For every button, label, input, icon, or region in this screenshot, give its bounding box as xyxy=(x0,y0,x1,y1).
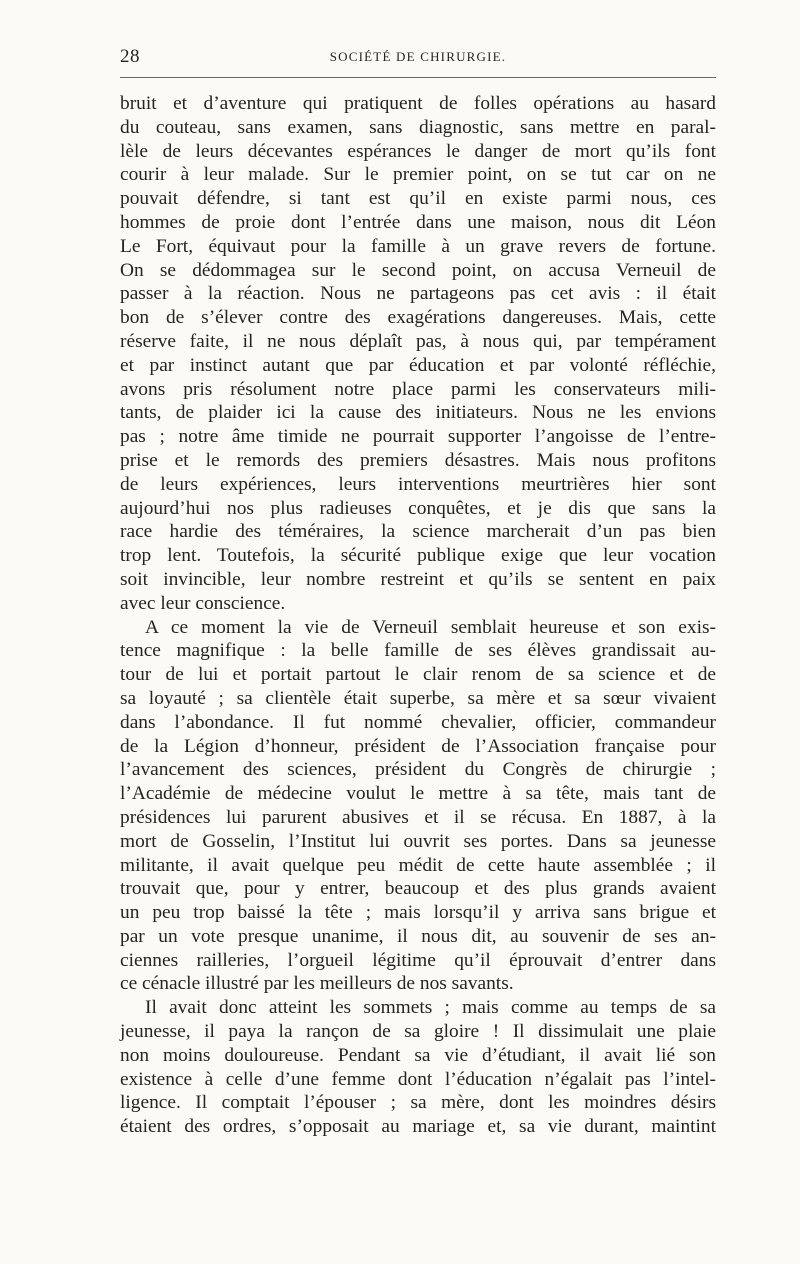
text-line: tence magnifique : la belle famille de ses élèves grandissait au- xyxy=(120,640,716,662)
page-number: 28 xyxy=(120,46,140,67)
text-line: jeunesse, il paya la rançon de sa gloire ! Il dissimulait une plaie xyxy=(120,1021,716,1043)
text-line: pas ; notre âme timide ne pourrait supporter l’angoisse de l’entre- xyxy=(120,426,716,448)
text-line: trop lent. Toutefois, la sécurité publique exige que leur vocation xyxy=(120,545,716,567)
text-line: mort de Gosselin, l’Institut lui ouvrit ses portes. Dans sa jeunesse xyxy=(120,830,716,852)
text-line: par un vote presque unanime, il nous dit, au souvenir de ses an- xyxy=(120,925,716,947)
text-line: lèle de leurs décevantes espérances le danger de mort qu’ils font xyxy=(120,140,716,162)
text-line: passer à la réaction. Nous ne partageons pas cet avis : il était xyxy=(120,283,716,305)
text-line: Il avait donc atteint les sommets ; mais comme au temps de sa xyxy=(145,997,716,1019)
text-line: ce cénacle illustré par les meilleurs de nos savants. xyxy=(120,973,514,995)
header-rule xyxy=(120,77,716,78)
text-line: prise et le remords des premiers désastres. Mais nous profitons xyxy=(120,449,716,471)
text-line: hommes de proie dont l’entrée dans une maison, nous dit Léon xyxy=(120,211,716,233)
text-line: non moins douloureuse. Pendant sa vie d’étudiant, il avait lié son xyxy=(120,1044,716,1066)
text-line: ciennes railleries, l’orgueil légitime qu’il éprouvait d’entrer dans xyxy=(120,949,716,971)
text-line: du couteau, sans examen, sans diagnostic, sans mettre en paral- xyxy=(120,116,716,138)
text-line: présidences lui parurent abusives et il se récusa. En 1887, à la xyxy=(120,806,716,828)
text-line: et par instinct autant que par éducation et par volonté réfléchie, xyxy=(120,354,716,376)
running-title: SOCIÉTÉ DE CHIRURGIE. xyxy=(329,49,507,64)
text-line: tour de lui et portait partout le clair renom de sa science et de xyxy=(120,664,716,686)
text-line: avons pris résolument notre place parmi les conservateurs mili- xyxy=(120,378,716,400)
text-line: trouvait que, pour y entrer, beaucoup et des plus grands avaient xyxy=(120,878,716,900)
text-line: bruit et d’aventure qui pratiquent de folles opérations au hasard xyxy=(120,93,716,114)
text-line: Le Fort, équivaut pour la famille à un grave revers de fortune. xyxy=(120,235,716,257)
paragraph xyxy=(120,996,716,1139)
text-line: existence à celle d’une femme dont l’éducation n’égalait pas l’intel- xyxy=(120,1068,716,1090)
text-line: courir à leur malade. Sur le premier point, on se tut car on ne xyxy=(120,164,716,186)
text-line: l’avancement des sciences, président du Congrès de chirurgie ; xyxy=(120,759,716,781)
body-text xyxy=(120,92,716,1139)
text-line: de leurs expériences, leurs interventions meurtrières hier sont xyxy=(120,473,716,495)
text-line: militante, il avait quelque peu médit de cette haute assemblée ; il xyxy=(120,854,716,876)
text-line: race hardie des téméraires, la science marcherait d’un pas bien xyxy=(120,521,716,543)
text-line: pouvait défendre, si tant est qu’il en existe parmi nous, ces xyxy=(120,188,716,210)
text-line: sa loyauté ; sa clientèle était superbe, sa mère et sa sœur vivaient xyxy=(120,687,716,709)
paragraph xyxy=(120,616,716,997)
text-line: bon de s’élever contre des exagérations dangereuses. Mais, cette xyxy=(120,307,716,329)
text-line: aujourd’hui nos plus radieuses conquêtes, et je dis que sans la xyxy=(120,497,716,519)
text-line: dans l’abondance. Il fut nommé chevalier, officier, commandeur xyxy=(120,711,716,733)
text-line: l’Académie de médecine voulut le mettre à sa tête, mais tant de xyxy=(120,783,716,805)
text-line: étaient des ordres, s’opposait au mariage et, sa vie durant, maintint xyxy=(120,1116,716,1138)
paragraph xyxy=(120,92,716,616)
text-line: A ce moment la vie de Verneuil semblait heureuse et son exis- xyxy=(145,616,716,638)
text-line: soit invincible, leur nombre restreint et qu’ils se sentent en paix xyxy=(120,568,716,590)
text-line: avec leur conscience. xyxy=(120,592,286,614)
text-line: de la Légion d’honneur, président de l’Association française pour xyxy=(120,735,716,757)
text-line: un peu trop baissé la tête ; mais lorsqu’il y arriva sans brigue et xyxy=(120,902,716,924)
text-line: ligence. Il comptait l’épouser ; sa mère, dont les moindres désirs xyxy=(120,1092,716,1114)
text-line: On se dédommagea sur le second point, on accusa Verneuil de xyxy=(120,259,716,281)
page-header xyxy=(120,46,716,70)
text-line: tants, de plaider ici la cause des initiateurs. Nous ne les envions xyxy=(120,402,716,424)
text-line: réserve faite, il ne nous déplaît pas, à nous qui, par tempérament xyxy=(120,330,716,352)
